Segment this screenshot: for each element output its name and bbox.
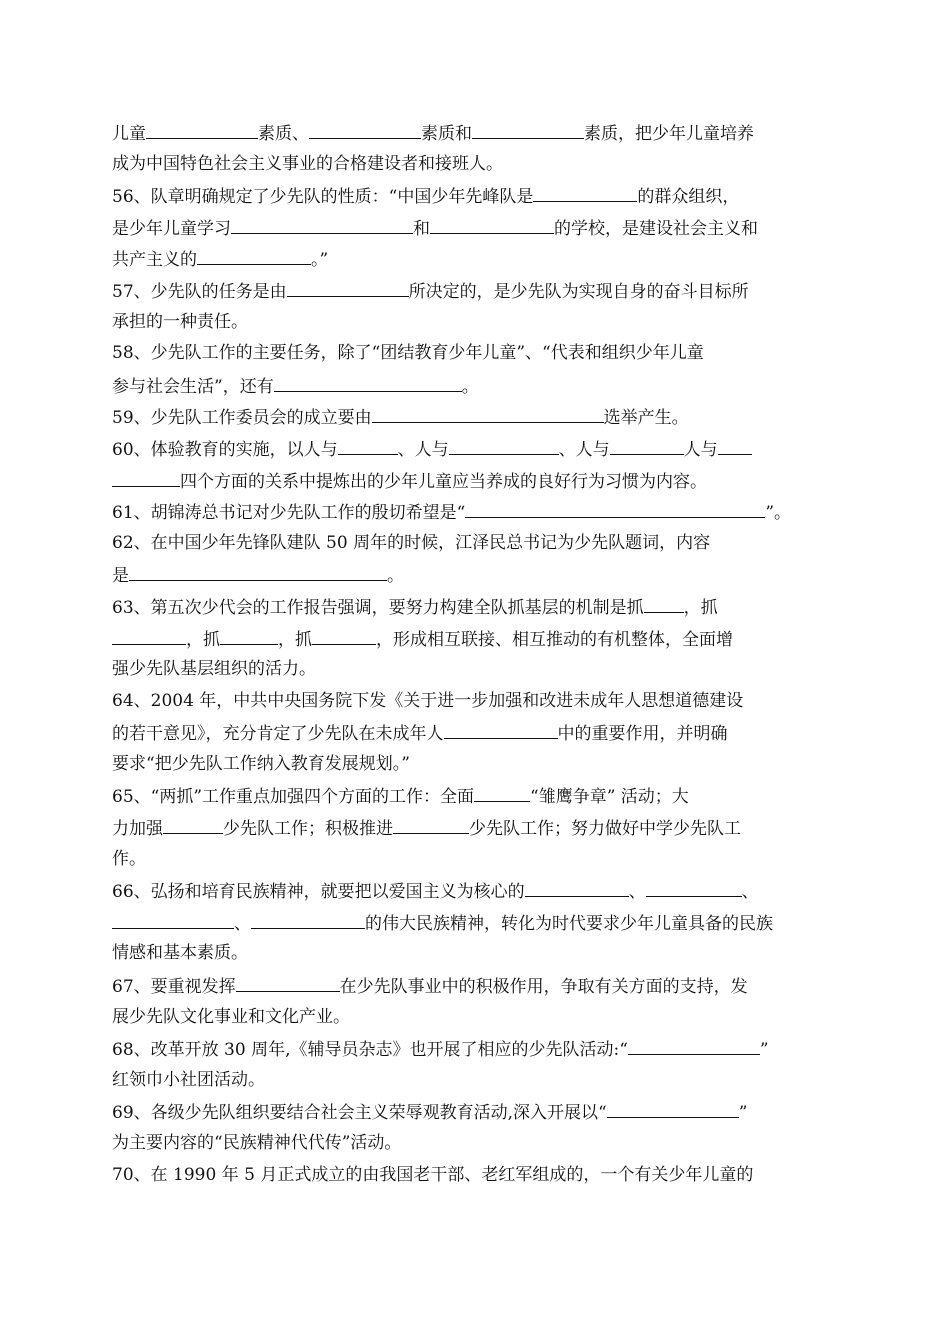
text-segment: 展少先队文化事业和文化产业。	[112, 1006, 350, 1027]
fill-in-blank	[220, 623, 278, 645]
text-segment: ”	[759, 1040, 769, 1061]
text-line	[112, 1128, 824, 1160]
text-segment: 力加强	[112, 819, 163, 840]
text-segment: 素质和	[421, 124, 472, 144]
fill-in-blank	[163, 812, 223, 834]
fill-in-blank	[610, 433, 684, 455]
fill-in-blank	[628, 1033, 760, 1055]
text-segment: 63、第五次少代会的工作报告强调，要努力构建全队抓基层的机制是抓	[112, 597, 644, 618]
text-segment: 66、弘扬和培育民族精神，就要把以爱国主义为核心的	[112, 882, 525, 903]
text-segment: 、	[741, 882, 759, 903]
text-line	[112, 1096, 824, 1128]
text-segment: 70、在 1990 年 5 月正式成立的由我国老干部、老红军组成的，一个有关少年儿童的	[112, 1164, 754, 1185]
fill-in-blank	[251, 907, 365, 929]
fill-in-blank	[236, 970, 340, 992]
text-segment: 。	[387, 566, 404, 587]
fill-in-blank	[146, 117, 258, 139]
text-line	[112, 559, 824, 591]
text-line	[112, 117, 824, 149]
fill-in-blank	[718, 433, 752, 455]
text-segment: 62、在中国少年先锋队建队 50 周年的时候，江泽民总书记为少先队题词，内容	[112, 532, 711, 553]
text-segment: 、人与	[558, 439, 610, 460]
text-line	[112, 180, 824, 212]
text-line	[112, 149, 824, 181]
text-line	[112, 591, 824, 623]
text-segment: 选举产生。	[603, 408, 689, 429]
fill-in-blank	[287, 275, 409, 297]
text-line	[112, 1160, 824, 1192]
text-line	[112, 1065, 824, 1097]
text-segment: ，形成相互联接、相互推动的有机整体，全面增	[376, 629, 733, 650]
text-line	[112, 401, 824, 433]
text-segment: 59、少先队工作委员会的成立要由	[112, 408, 372, 429]
text-line	[112, 243, 824, 275]
text-line	[112, 212, 824, 244]
fill-in-blank	[312, 623, 376, 645]
text-segment: 参与社会生活”，还有	[112, 376, 274, 397]
fill-in-blank	[430, 212, 554, 234]
fill-in-blank	[644, 591, 684, 613]
text-segment: 中的重要作用，并明确	[557, 724, 728, 745]
text-segment: 68、改革开放 30 周年,《辅导员杂志》也开展了相应的少先队活动:“	[112, 1040, 628, 1061]
text-segment: ，抓	[278, 629, 312, 650]
text-segment: ”。	[765, 503, 792, 524]
text-segment: 的伟大民族精神，转化为时代要求少年儿童具备的民族	[365, 913, 773, 934]
text-line	[112, 780, 824, 812]
text-line	[112, 465, 824, 497]
text-segment: 素质，把少年儿童培养	[584, 124, 754, 144]
text-segment: 的学校，是建设社会主义和	[554, 218, 758, 239]
text-segment: 67、要重视发挥	[112, 977, 236, 998]
text-segment: 四个方面的关系中提炼出的少年儿童应当养成的良好行为习惯为内容。	[180, 471, 707, 492]
text-line	[112, 338, 824, 370]
text-line	[112, 844, 824, 876]
text-line	[112, 907, 824, 939]
text-segment: 成为中国特色社会主义事业的合格建设者和接班人。	[112, 153, 503, 174]
fill-in-blank	[525, 875, 629, 897]
text-segment: 是少年儿童学习	[112, 218, 231, 239]
fill-in-blank	[338, 433, 398, 455]
fill-in-blank	[465, 496, 765, 518]
fill-in-blank	[372, 401, 604, 423]
text-line	[112, 275, 824, 307]
text-line	[112, 623, 824, 655]
text-segment: 56、队章明确规定了少先队的性质：“中国少年先峰队是	[112, 187, 534, 208]
text-segment: 57、少先队的任务是由	[112, 281, 287, 302]
text-segment: 58、少先队工作的主要任务，除了“团结教育少年儿童”、“代表和组织少年儿童	[112, 343, 704, 364]
text-segment: 作。	[112, 848, 146, 869]
text-segment: 、	[628, 882, 646, 903]
fill-in-blank	[274, 370, 462, 392]
text-segment: 65、“两抓”工作重点加强四个方面的工作：全面	[112, 787, 475, 808]
text-segment: 为主要内容的“民族精神代代传”活动。	[112, 1133, 402, 1153]
text-segment: “雏鹰争章” 活动；大	[530, 787, 689, 808]
fill-in-blank	[444, 717, 558, 739]
fill-in-blank	[393, 812, 469, 834]
text-segment: ，抓	[186, 629, 220, 650]
text-segment: 、	[234, 913, 251, 934]
fill-in-blank	[231, 212, 413, 234]
text-segment: 承担的一种责任。	[112, 311, 248, 332]
text-segment: 的若干意见》，充分肯定了少先队在未成年人	[112, 724, 444, 745]
text-segment: 强少先队基层组织的活力。	[112, 659, 316, 680]
text-line	[112, 1033, 824, 1065]
fill-in-blank	[472, 117, 584, 139]
text-line	[112, 812, 824, 844]
document-page	[112, 117, 824, 1191]
text-line	[112, 307, 824, 339]
text-segment: 是	[112, 566, 129, 587]
fill-in-blank	[112, 623, 186, 645]
fill-in-blank	[112, 907, 234, 929]
text-line	[112, 528, 824, 560]
fill-in-blank	[646, 875, 742, 897]
fill-in-blank	[309, 117, 421, 139]
text-segment: 、人与	[397, 439, 449, 460]
text-line	[112, 749, 824, 781]
text-segment: 少先队工作；积极推进	[223, 819, 393, 840]
text-segment: 在少先队事业中的积极作用，争取有关方面的支持，发	[339, 977, 748, 998]
text-segment: 共产主义的	[112, 250, 197, 271]
text-line	[112, 654, 824, 686]
text-segment: 要求“把少先队工作纳入教育发展规划。”	[112, 753, 410, 774]
text-segment: 所决定的，是少先队为实现自身的奋斗目标所	[408, 281, 749, 302]
fill-in-blank	[129, 559, 387, 581]
fill-in-blank	[197, 243, 311, 265]
text-segment: 。”	[311, 250, 329, 271]
text-line	[112, 433, 824, 465]
text-line	[112, 938, 824, 970]
text-segment: ，抓	[683, 597, 718, 618]
text-segment: 儿童	[112, 124, 146, 144]
text-segment: 情感和基本素质。	[112, 943, 248, 964]
text-line	[112, 686, 824, 718]
text-line	[112, 970, 824, 1002]
text-segment: 69、各级少先队组织要结合社会主义荣辱观教育活动,深入开展以“	[112, 1103, 607, 1124]
text-line	[112, 496, 824, 528]
text-segment: 61、胡锦涛总书记对少先队工作的殷切希望是“	[112, 503, 466, 524]
fill-in-blank	[533, 180, 637, 202]
text-segment: 60、体验教育的实施，以人与	[112, 439, 338, 460]
text-line	[112, 875, 824, 907]
text-segment: 少先队工作；努力做好中学少先队工	[469, 819, 741, 840]
text-line	[112, 717, 824, 749]
fill-in-blank	[607, 1096, 739, 1118]
text-segment: 红领巾小社团活动。	[112, 1069, 265, 1090]
text-line	[112, 1002, 824, 1034]
fill-in-blank	[449, 433, 559, 455]
text-segment: 。	[461, 376, 479, 397]
text-segment: 64、2004 年，中共中央国务院下发《关于进一步加强和改进未成年人思想道德建设	[112, 690, 744, 711]
text-segment: 素质、	[258, 124, 309, 144]
text-segment: ”	[738, 1103, 748, 1124]
text-line	[112, 370, 824, 402]
text-segment: 的群众组织，	[637, 187, 740, 208]
text-segment: 和	[413, 218, 430, 239]
text-segment: 人与	[683, 439, 718, 460]
fill-in-blank	[112, 465, 180, 487]
fill-in-blank	[474, 780, 530, 802]
